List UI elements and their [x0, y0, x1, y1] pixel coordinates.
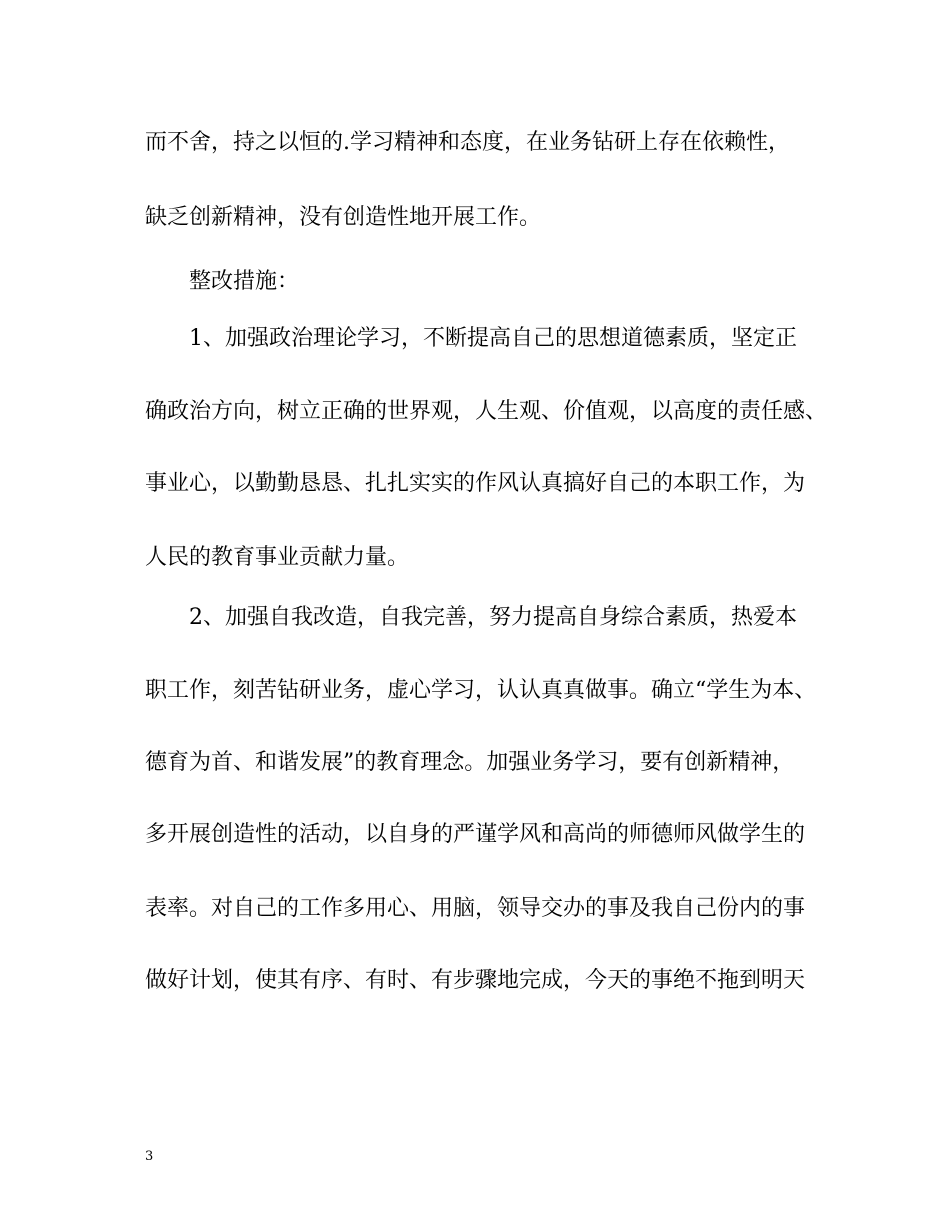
text-line: 1、加强政治理论学习，不断提高自己的思想道德素质，坚定正 — [189, 326, 797, 351]
text-line: 事业心，以勤勤恳恳、扎扎实实的作风认真搞好自己的本职工作，为 — [145, 471, 806, 496]
text-line: 做好计划，使其有序、有时、有步骤地完成，今天的事绝不拖到明天 — [145, 968, 806, 993]
text-line: 而不舍，持之以恒的.学习精神和态度，在业务钻研上存在依赖性， — [145, 130, 790, 155]
text-line: 德育为首、和谐发展”的教育理念。加强业务学习，要有创新精神， — [145, 750, 795, 775]
text-line: 2、加强自我改造，自我完善，努力提高自身综合素质，热爱本 — [189, 605, 797, 630]
text-line: 表率。对自己的工作多用心、用脑，领导交办的事及我自己份内的事 — [145, 896, 806, 921]
text-line: 缺乏创新精神，没有创造性地开展工作。 — [145, 205, 542, 230]
text-line: 确政治方向，树立正确的世界观，人生观、价值观，以高度的责任感、 — [145, 399, 828, 424]
text-line: 人民的教育事业贡献力量。 — [145, 545, 410, 570]
section-heading: 整改措施： — [189, 269, 300, 294]
text-line: 职工作，刻苦钻研业务，虚心学习，认认真真做事。确立“学生为本、 — [145, 678, 817, 703]
page-number: 3 — [145, 1149, 154, 1164]
text-line: 多开展创造性的活动，以自身的严谨学风和高尚的师德师风做学生的 — [145, 822, 806, 847]
